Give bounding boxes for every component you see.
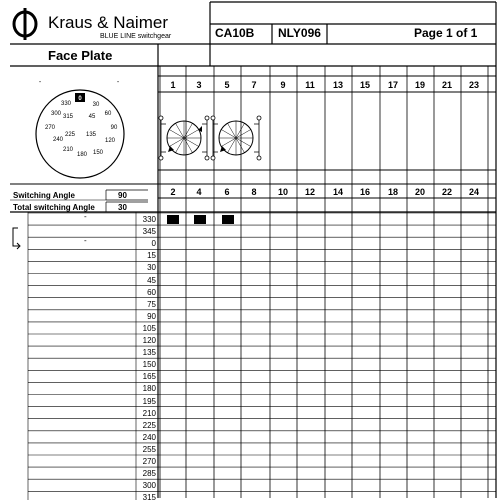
angle-row-90: 90 xyxy=(147,311,156,321)
position-mark-3: - xyxy=(84,236,87,245)
dial-label-330: 330 xyxy=(60,101,72,107)
dial-label-210: 210 xyxy=(62,147,74,153)
terminal-label-8: 8 xyxy=(251,187,257,197)
dial-label-120: 120 xyxy=(104,138,116,144)
terminal-label-15: 15 xyxy=(359,80,370,90)
terminal-label-11: 11 xyxy=(305,80,315,90)
terminal-label-21: 21 xyxy=(441,80,452,90)
terminal-label-9: 9 xyxy=(280,80,286,90)
total-switching-angle-value: 30 xyxy=(118,203,127,212)
switching-angle-label: Switching Angle xyxy=(13,191,75,200)
dial-dash-left: - xyxy=(38,79,42,86)
angle-row-300: 300 xyxy=(142,481,156,491)
terminal-label-7: 7 xyxy=(251,80,257,90)
angle-row-30: 30 xyxy=(147,263,156,273)
terminal-label-1: 1 xyxy=(170,80,176,90)
angle-row-315: 315 xyxy=(142,493,156,502)
brand-name: Kraus & Naimer xyxy=(48,13,168,32)
terminal-label-17: 17 xyxy=(387,80,398,90)
dial-label-135: 135 xyxy=(85,132,97,138)
angle-row-15: 15 xyxy=(147,251,156,261)
dial-label-90: 90 xyxy=(110,125,118,131)
dial-label-30: 30 xyxy=(92,102,100,108)
terminal-label-22: 22 xyxy=(441,187,452,197)
terminal-label-6: 6 xyxy=(224,187,230,197)
terminal-label-2: 2 xyxy=(170,187,176,197)
dial-label-0: 0 xyxy=(78,96,82,102)
dial-label-45: 45 xyxy=(88,114,96,120)
closed-contact-1-2 xyxy=(167,215,179,224)
terminal-label-13: 13 xyxy=(332,80,343,90)
model-number: CA10B xyxy=(215,26,255,40)
face-plate-title: Face Plate xyxy=(48,48,113,63)
dial-label-180: 180 xyxy=(76,152,88,158)
angle-row-195: 195 xyxy=(142,396,156,406)
angle-row-255: 255 xyxy=(142,444,156,454)
terminal-label-19: 19 xyxy=(414,80,425,90)
angle-row-240: 240 xyxy=(142,432,156,442)
angle-row-210: 210 xyxy=(142,408,156,418)
angle-row-75: 75 xyxy=(147,299,156,309)
angle-row-60: 60 xyxy=(147,287,156,297)
angle-row-0: 0 xyxy=(151,239,156,249)
dial-label-300: 300 xyxy=(50,111,62,117)
terminal-label-24: 24 xyxy=(468,187,479,197)
page-indicator: Page 1 of 1 xyxy=(414,26,478,40)
dial-label-315: 315 xyxy=(62,114,74,120)
angle-row-165: 165 xyxy=(142,372,156,382)
angle-row-330: 330 xyxy=(142,215,156,224)
angle-row-150: 150 xyxy=(142,360,156,370)
rotation-arrow-icon xyxy=(10,226,26,250)
dial-label-270: 270 xyxy=(44,125,56,131)
dial-label-150: 150 xyxy=(92,150,104,156)
dial-label-225: 225 xyxy=(64,132,76,138)
total-switching-angle-label: Total switching Angle xyxy=(13,203,95,212)
terminal-label-20: 20 xyxy=(414,187,425,197)
dial-dash-right: - xyxy=(116,79,120,86)
face-plate-dial xyxy=(18,78,148,186)
angle-row-45: 45 xyxy=(147,275,156,285)
terminal-label-3: 3 xyxy=(196,80,202,90)
angle-row-285: 285 xyxy=(142,469,156,479)
angle-row-135: 135 xyxy=(142,348,156,358)
contact-diagram xyxy=(158,110,268,166)
terminal-label-5: 5 xyxy=(224,80,230,90)
terminal-label-23: 23 xyxy=(468,80,479,90)
angle-row-270: 270 xyxy=(142,457,156,466)
angle-row-120: 120 xyxy=(142,336,156,345)
dial-label-60: 60 xyxy=(104,111,112,117)
terminal-label-12: 12 xyxy=(304,187,315,197)
angle-row-105: 105 xyxy=(142,323,156,333)
closed-contact-5-6 xyxy=(222,215,234,224)
terminal-label-10: 10 xyxy=(277,187,288,197)
angle-row-180: 180 xyxy=(142,384,156,394)
dial-label-240: 240 xyxy=(52,137,64,143)
terminal-label-14: 14 xyxy=(332,187,343,197)
terminal-label-18: 18 xyxy=(387,187,398,197)
angle-row-225: 225 xyxy=(142,420,156,430)
terminal-label-16: 16 xyxy=(359,187,370,197)
brand-tagline: BLUE LINE switchgear xyxy=(100,33,172,40)
angle-row-345: 345 xyxy=(142,227,156,237)
drawing-number: NLY096 xyxy=(278,26,321,40)
closed-contact-3-4 xyxy=(194,215,206,224)
switching-angle-value: 90 xyxy=(118,191,127,200)
terminal-label-4: 4 xyxy=(196,187,202,197)
position-mark-1: - xyxy=(84,212,87,221)
